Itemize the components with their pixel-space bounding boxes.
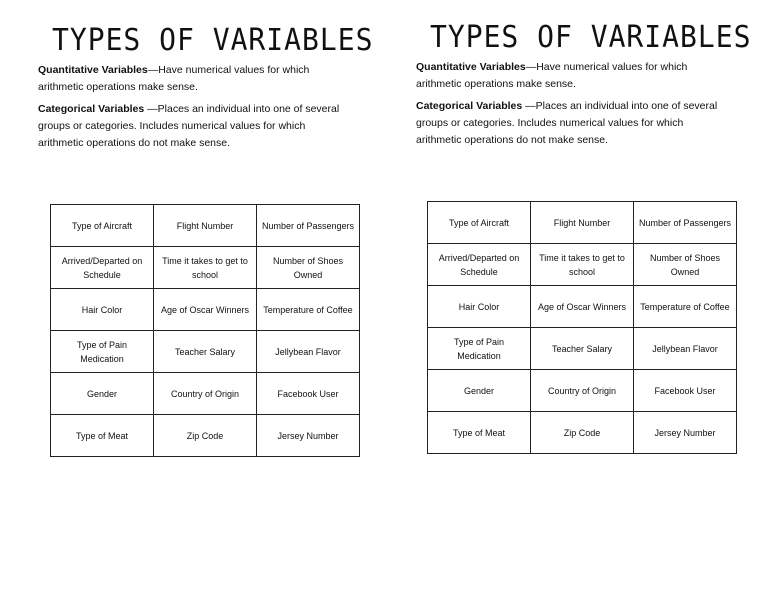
quantitative-definition <box>416 59 731 93</box>
table-cell: Jersey Number <box>257 415 360 457</box>
table-row <box>51 247 360 289</box>
table-cell: Type of Pain Medication <box>51 331 154 373</box>
categorical-term: Categorical Variables <box>416 100 523 112</box>
table-cell: Jersey Number <box>634 412 737 454</box>
table-cell: Age of Oscar Winners <box>531 286 634 328</box>
categorical-definition <box>416 98 731 149</box>
table-row <box>51 205 360 247</box>
table-cell: Time it takes to get to school <box>531 244 634 286</box>
table-cell: Type of Aircraft <box>51 205 154 247</box>
table-cell: Number of Shoes Owned <box>257 247 360 289</box>
categorical-text: —Places an individual into one of several groups or categories. Includes numerical values for which arithmetic operations do not make sense. <box>416 100 718 146</box>
table-cell: Time it takes to get to school <box>154 247 257 289</box>
table-cell: Arrived/Departed on Schedule <box>428 244 531 286</box>
table-cell: Type of Pain Medication <box>428 328 531 370</box>
table-cell: Number of Passengers <box>257 205 360 247</box>
categorical-definition <box>38 101 353 152</box>
quantitative-definition <box>38 62 353 96</box>
table-cell: Age of Oscar Winners <box>154 289 257 331</box>
variables-table <box>427 201 737 454</box>
page-title: TYPES OF VARIABLES <box>430 19 752 55</box>
table-cell: Number of Passengers <box>634 202 737 244</box>
table-cell: Temperature of Coffee <box>634 286 737 328</box>
table-cell: Facebook User <box>257 373 360 415</box>
quantitative-term: Quantitative Variables <box>38 64 148 76</box>
table-cell: Zip Code <box>154 415 257 457</box>
table-row <box>428 328 737 370</box>
table-row <box>428 286 737 328</box>
table-row <box>428 244 737 286</box>
table-cell: Gender <box>428 370 531 412</box>
table-row <box>428 202 737 244</box>
page-title: TYPES OF VARIABLES <box>52 22 374 58</box>
table-cell: Facebook User <box>634 370 737 412</box>
table-row <box>51 373 360 415</box>
table-cell: Number of Shoes Owned <box>634 244 737 286</box>
table-cell: Country of Origin <box>531 370 634 412</box>
table-row <box>51 415 360 457</box>
table-row <box>428 370 737 412</box>
table-cell: Arrived/Departed on Schedule <box>51 247 154 289</box>
table-cell: Flight Number <box>154 205 257 247</box>
table-cell: Type of Meat <box>51 415 154 457</box>
table-cell: Flight Number <box>531 202 634 244</box>
table-cell: Jellybean Flavor <box>634 328 737 370</box>
quantitative-term: Quantitative Variables <box>416 61 526 73</box>
table-cell: Gender <box>51 373 154 415</box>
categorical-text: —Places an individual into one of several groups or categories. Includes numerical values for which arithmetic operations do not make sense. <box>38 103 340 149</box>
table-cell: Type of Aircraft <box>428 202 531 244</box>
table-cell: Type of Meat <box>428 412 531 454</box>
table-row <box>51 289 360 331</box>
quantitative-text: —Have numerical values for which arithmetic operations make sense. <box>416 61 688 90</box>
table-cell: Hair Color <box>51 289 154 331</box>
quantitative-text: —Have numerical values for which arithmetic operations make sense. <box>38 64 310 93</box>
table-cell: Teacher Salary <box>531 328 634 370</box>
table-cell: Zip Code <box>531 412 634 454</box>
table-cell: Temperature of Coffee <box>257 289 360 331</box>
table-cell: Teacher Salary <box>154 331 257 373</box>
table-row <box>428 412 737 454</box>
variables-table <box>50 204 360 457</box>
table-cell: Jellybean Flavor <box>257 331 360 373</box>
table-cell: Country of Origin <box>154 373 257 415</box>
table-cell: Hair Color <box>428 286 531 328</box>
table-row <box>51 331 360 373</box>
categorical-term: Categorical Variables <box>38 103 145 115</box>
